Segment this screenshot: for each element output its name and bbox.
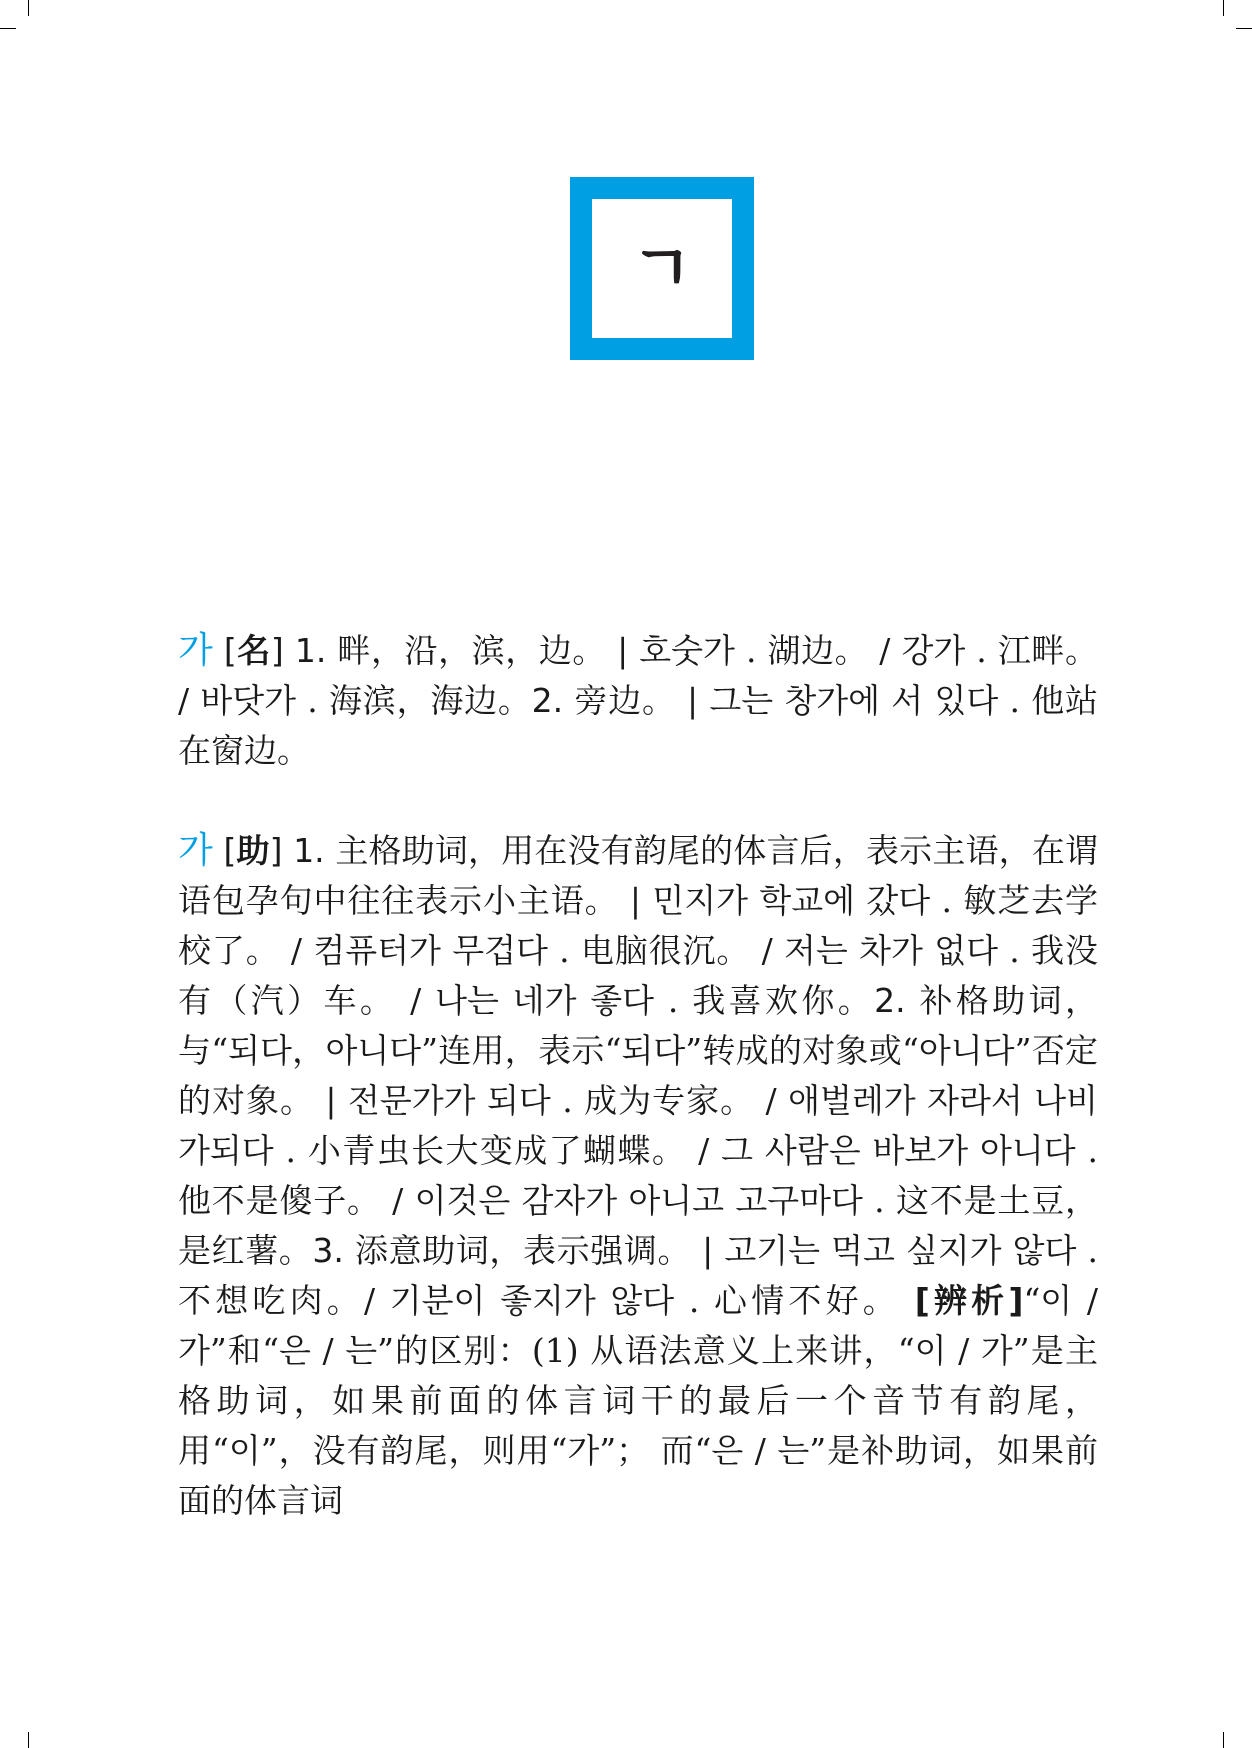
- entry-headword: 가: [178, 630, 213, 671]
- sense-text: 畔，沿，滨，边。 | 호숫가 . 湖边。 / 강가 . 江畔。 / 바닷가 . 海滨，海边。: [178, 631, 1099, 720]
- crop-mark-top-right-vertical: [1223, 0, 1224, 16]
- sense-text: 旁边。 | 그는 창가에 서 있다 . 他站在窗边。: [178, 681, 1098, 770]
- note-label: [辨析]: [914, 1281, 1024, 1320]
- section-letter: ㄱ: [631, 231, 693, 306]
- sense-number: 2.: [874, 981, 906, 1020]
- crop-mark-bottom-right-vertical: [1223, 1732, 1224, 1748]
- pos-close-bracket: ]: [270, 631, 284, 670]
- entry-headword: 가: [178, 830, 213, 871]
- dictionary-entry: [178, 826, 1098, 1526]
- crop-mark-top-left-vertical: [28, 0, 29, 16]
- note-text: “이 / 가”和“은 / 는”的区别：(1) 从语法意义上来讲，“이 / 가”是主格助词，如果前面的体言词干的最后一个音节有韵尾，用“이”，没有韵尾，则用“가”； 而“은 / 는”是补助词，如果前面的体言词: [178, 1281, 1098, 1520]
- sense-number: 1.: [294, 631, 327, 670]
- sense-number: 2.: [531, 681, 564, 720]
- crop-mark-top-left-horizontal: [0, 28, 16, 29]
- pos-close-bracket: ]: [269, 831, 283, 870]
- sense-number: 3.: [312, 1231, 344, 1270]
- entry-part-of-speech: 名: [236, 631, 271, 670]
- pos-open-bracket: [: [223, 631, 237, 670]
- sense-text: 补格助词，与“되다，아니다”连用，表示“되다”转成的对象或“아니다”否定的对象。 | 전문가가 되다 . 成为专家。 / 애벌레가 자라서 나비가되다 . 小青虫长大变成了蝴蝶。 / 그 사람은 바보가 아니다 . 他不是傻子。 / 이것은 감자가 아니고 고구마다 . 这不是土豆，是红薯。: [178, 981, 1098, 1270]
- crop-mark-top-right-horizontal: [1236, 28, 1252, 29]
- sense-number: 1.: [293, 831, 325, 870]
- dictionary-entry: [178, 626, 1098, 776]
- entry-part-of-speech: 助: [236, 831, 270, 870]
- sense-text: 主格助词，用在没有韵尾的体言后，表示主语，在谓语包孕句中往往表示小主语。 | 민지가 학교에 갔다 . 敏芝去学校了。 / 컴퓨터가 무겁다 . 电脑很沉。 / 저는 차가 없다 . 我没有（汽）车。 / 나는 네가 좋다 . 我喜欢你。: [178, 831, 1098, 1020]
- sense-text: 添意助词，表示强调。 | 고기는 먹고 싶지가 않다 . 不想吃肉。/ 기분이 좋지가 않다 . 心情不好。: [178, 1231, 1098, 1320]
- section-letter-box: [570, 177, 754, 360]
- crop-mark-bottom-left-vertical: [28, 1732, 29, 1748]
- pos-open-bracket: [: [223, 831, 237, 870]
- dictionary-content: [178, 626, 1098, 1526]
